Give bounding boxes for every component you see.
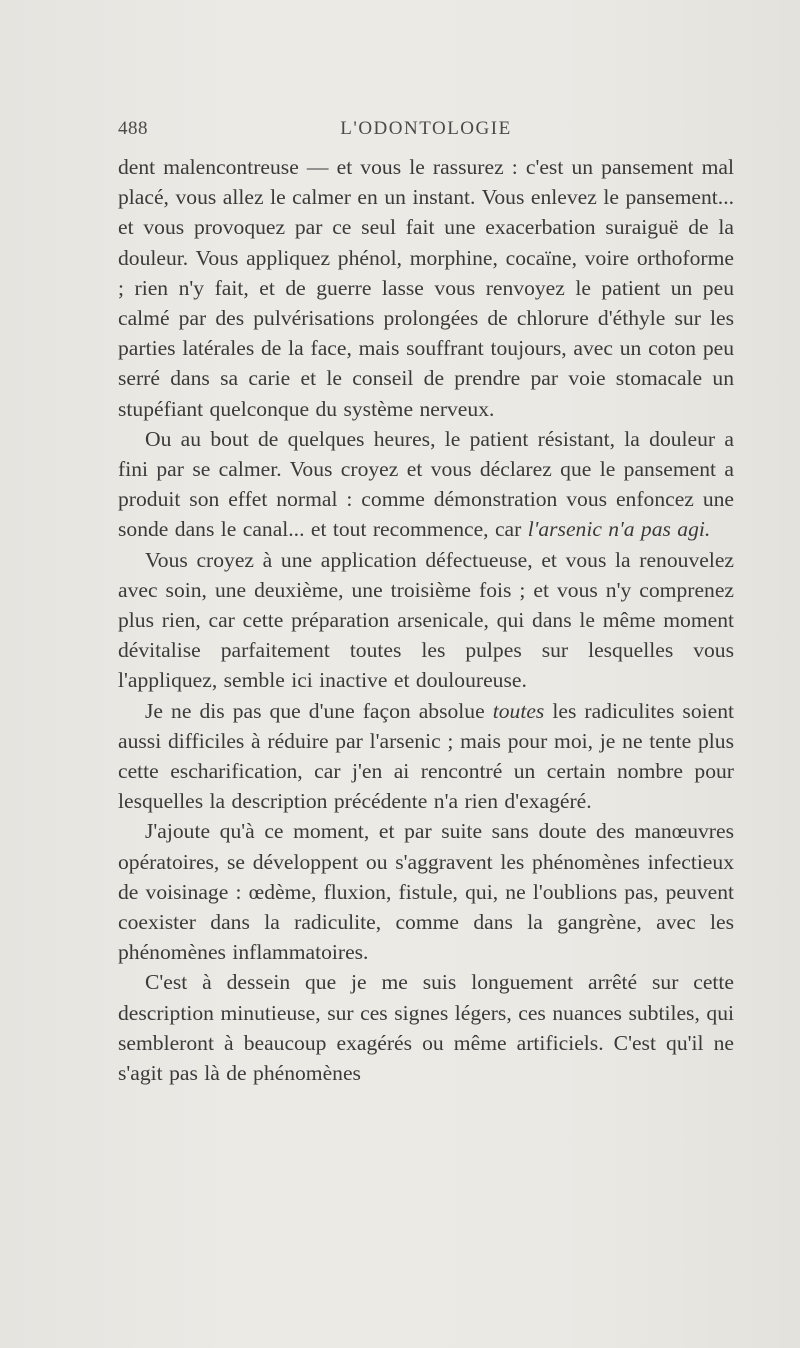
paragraph-3-text: Vous croyez à une application défectueuse, et vous la renouvelez avec soin, une deuxième, une troisième fois ; et vous n'y comprenez plus rien, car cette préparation arsenicale, qui dans le même moment dévitalise parfaitement toutes les pulpes sur lesquelles vous l'appliquez, semble ici inactive et douloureuse. (118, 547, 734, 693)
paragraph-4-italic: toutes (492, 698, 545, 723)
paragraph-2-italic: l'arsenic n'a pas agi. (527, 517, 711, 542)
paragraph-3 (118, 545, 734, 696)
paragraph-4-text-after: les radiculites soient aussi difficiles à réduire par l'arsenic ; mais pour moi, je ne tente plus cette escharification, car j'en ai rencontré un certain nombre pour lesquelles la description précédente n'a rien d'exagéré. (118, 698, 734, 814)
paragraph-5-text: J'ajoute qu'à ce moment, et par suite sans doute des manœuvres opératoires, se développent ou s'aggravent les phénomènes infectieux de voisinage : œdème, fluxion, fistule, qui, ne l'oublions pas, peuvent coexister dans la radiculite, comme dans la gangrène, avec les phénomènes inflammatoires. (118, 819, 734, 965)
paragraph-4-text: Je ne dis pas que d'une façon absolue (145, 698, 493, 723)
paragraph-4 (118, 696, 734, 817)
paragraph-5 (118, 816, 734, 967)
paragraph-2 (118, 424, 734, 545)
page-header (118, 118, 734, 148)
paragraph-1 (118, 152, 734, 424)
paragraph-1-text: dent malencontreuse — et vous le rassurez : c'est un pansement mal placé, vous allez le calmer en un instant. Vous enlevez le pansement... et vous provoquez par ce seul fait une exacerbation suraiguë de la douleur. Vous appliquez phénol, morphine, cocaïne, voire orthoforme ; rien n'y fait, et de guerre lasse vous renvoyez le patient un peu calmé par des pulvérisations prolongées de chlorure d'éthyle sur les parties latérales de la face, mais souffrant toujours, avec un coton peu serré dans sa carie et le conseil de prendre par voie stomacale un stupéfiant quelconque du système nerveux. (118, 155, 734, 421)
running-head: L'ODONTOLOGIE (340, 118, 512, 139)
page-number: 488 (118, 118, 148, 139)
paragraph-2-text: Ou au bout de quelques heures, le patient résistant, la douleur a fini par se calmer. Vous croyez et vous déclarez que le pansement a produit son effet normal : comme démonstration vous enfoncez une sonde dans le canal... et tout recommence, car (118, 426, 734, 542)
paragraph-6 (118, 967, 734, 1088)
body-text (118, 152, 734, 1088)
paragraph-6-text: C'est à dessein que je me suis longuement arrêté sur cette description minutieuse, sur ces signes légers, ces nuances subtiles, qui sembleront à beaucoup exagérés ou même artificiels. C'est qu'il ne s'agit pas là de phénomènes (118, 970, 734, 1086)
